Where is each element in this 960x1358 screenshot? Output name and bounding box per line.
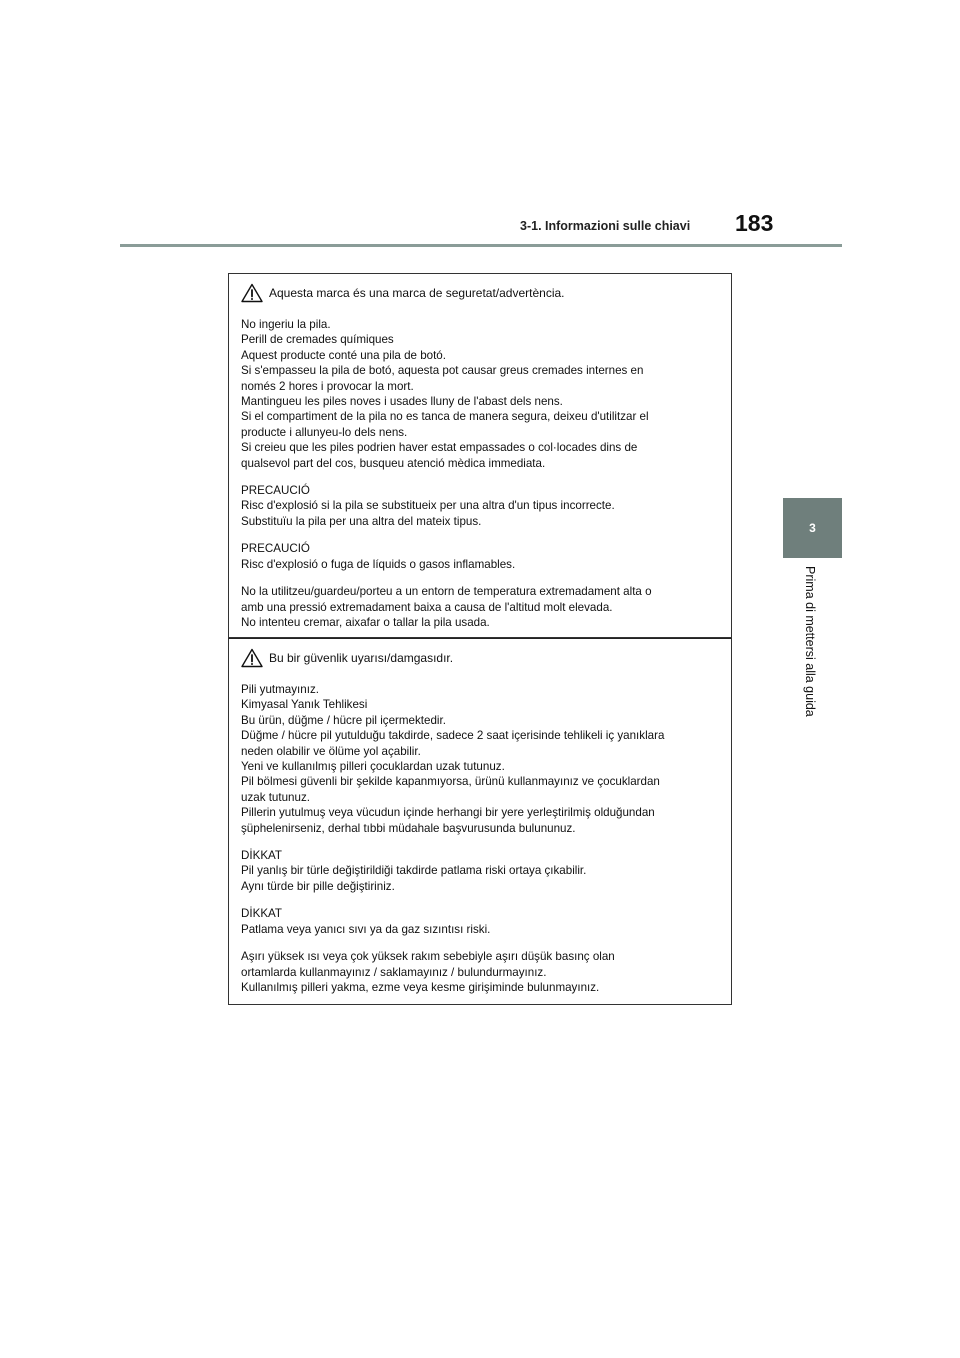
warning-triangle-icon [241, 283, 263, 303]
chapter-tab[interactable] [783, 498, 842, 558]
warning-triangle-icon [241, 648, 263, 668]
section-title: 3-1. Informazioni sulle chiavi [520, 219, 691, 233]
warning-box-catalan [228, 273, 732, 638]
warning-paragraph: No ingeriu la pila. Perill de cremades químiques Aquest producte conté una pila de botó. Si s'empasseu la pila de botó, aquesta pot causar greus cremades internes en només 2 hores i provocar la mort. Mantingueu les piles noves i usades lluny de l'abast dels nens. Si el compartiment de la pila no es tanca de manera segura, deixeu d'utilitzar el producte i allunyeu-lo dels nens. Si creieu que les piles podrien haver estat empassades o col·locades dins de qualsevol part del cos, busqueu atenció mèdica immediata. [241, 318, 649, 470]
warning-title: Aquesta marca és una marca de seguretat/advertència. [269, 286, 565, 300]
warning-title: Bu bir güvenlik uyarısı/damgasıdır. [269, 651, 454, 665]
caution-paragraph: PRECAUCIÓ Risc d'explosió si la pila se substitueix per una altra d'un tipus incorrecte. Substituïu la pila per una altra del mateix tipus. [241, 484, 615, 528]
warning-paragraph: Pili yutmayınız. Kimyasal Yanık Tehlikesi Bu ürün, düğme / hücre pil içermektedir. Düğme / hücre pil yutulduğu takdirde, sadece 2 saat içerisinde tehlikeli iç yanıklara neden olabilir ve ölüme yol açabilir. Yeni ve kullanılmış pilleri çocuklardan uzak tutunuz. Pil bölmesi güvenli bir şekilde kapanmıyorsa, ürünü kullanmayınız ve çocuklardan uzak tutunuz. Pillerin yutulmuş veya vücudun içinde herhangi bir yere yerleştirilmiş olduğundan şüphelenirseniz, derhal tıbbi müdahale başvurusunda bulununuz. [241, 683, 665, 835]
caution-paragraph: DİKKAT Pil yanlış bir türle değiştirildiği takdirde patlama riski ortaya çıkabilir. Aynı türde bir pille değiştiriniz. [241, 849, 587, 893]
caution-paragraph: PRECAUCIÓ Risc d'explosió o fuga de líquids o gasos inflamables. [241, 542, 516, 571]
chapter-number: 3 [809, 521, 816, 535]
page-number: 183 [735, 210, 774, 236]
warning-title-row [241, 283, 719, 303]
chapter-side-label: Prima di mettersi alla guida [803, 566, 817, 717]
warning-title-row [241, 648, 719, 668]
warning-box-turkish [228, 638, 732, 1005]
caution-paragraph: DİKKAT Patlama veya yanıcı sıvı ya da gaz sızıntısı riski. [241, 907, 491, 936]
header-divider [120, 244, 842, 247]
usage-paragraph: No la utilitzeu/guardeu/porteu a un entorn de temperatura extremadament alta o amb una pressió extremadament baixa a causa de l'altitud molt elevada. No intenteu cremar, aixafar o tallar la pila usada. [241, 585, 652, 629]
usage-paragraph: Aşırı yüksek ısı veya çok yüksek rakım sebebiyle aşırı düşük basınç olan ortamlarda kullanmayınız / saklamayınız / bulundurmayınız. Kullanılmış pilleri yakma, ezme veya kesme girişiminde bulunmayınız. [241, 950, 615, 994]
